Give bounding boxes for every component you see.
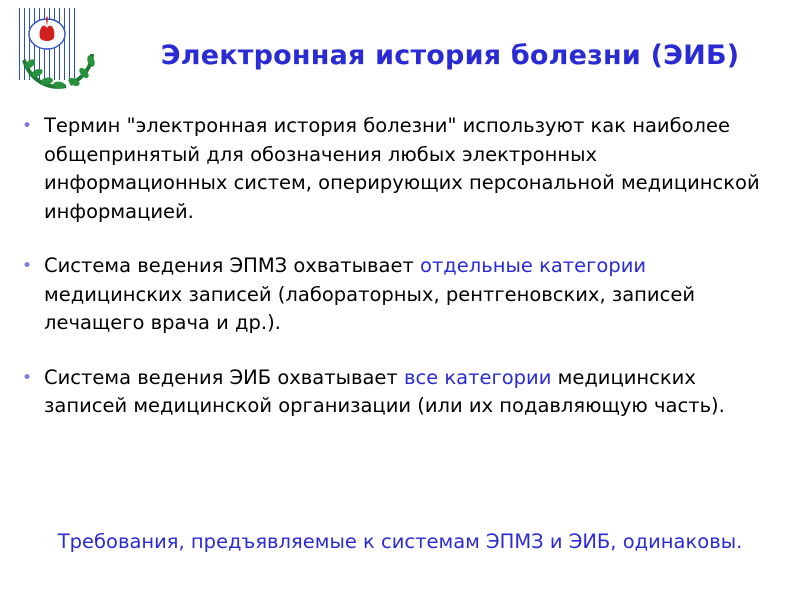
list-item [18,112,782,226]
institution-emblem [14,8,110,104]
bullet-text [44,112,782,226]
bullet-text [44,364,782,421]
text-segment: Система ведения ЭИБ охватывает [44,365,404,389]
text-segment: медицинских записей медицинской организации (или их подавляющую часть). [44,365,725,417]
text-segment: медицинских записей (лабораторных, рентгеновских, записей лечащего врача и др.). [44,282,695,334]
page-title: Электронная история болезни (ЭИБ) [160,40,740,71]
text-segment: Термин "электронная история болезни" используют как наиболее общепринятый для обозначения любых электронных информационных систем, оперирующих персональной медицинской информацией. [44,114,760,223]
bullet-marker-icon: • [22,116,33,136]
list-item [18,364,782,421]
footer-note: Требования, предъявляемые к системам ЭПМЗ и ЭИБ, одинаковы. [57,530,743,553]
text-segment: Система ведения ЭПМЗ охватывает [44,254,421,277]
slide-body [18,112,782,435]
text-segment-accent: все категории [404,365,552,389]
bullet-marker-icon: • [22,367,33,388]
text-segment-accent: отдельные категории [420,254,647,277]
bullet-text [44,252,782,338]
emblem-graphic [14,8,110,104]
bullet-marker-icon: • [22,256,33,276]
list-item [18,252,782,338]
